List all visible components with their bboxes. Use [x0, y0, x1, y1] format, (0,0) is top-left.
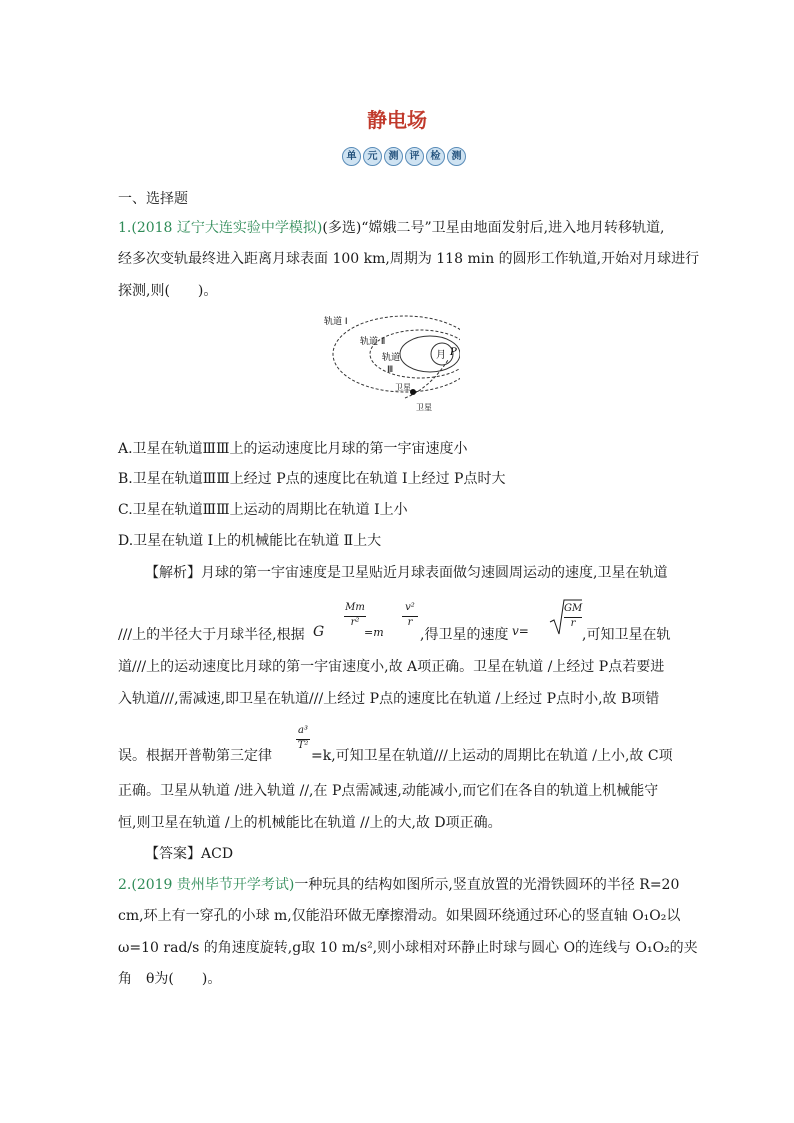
satellite-label-1: 卫星	[395, 383, 411, 392]
q2-line3: ω=10 rad/s 的角速度旋转,g取 10 m/s²,则小球相对环静止时球与圆心 O的连线与 O₁O₂的夹	[118, 940, 698, 956]
analysis-line2c: ,可知卫星在轨	[582, 627, 671, 643]
badge-char: 检	[426, 147, 445, 166]
orbit3-label: 轨道	[382, 353, 401, 363]
analysis-line5a: 误。根据开普勒第三定律	[118, 748, 272, 764]
badge-char: 单	[342, 147, 361, 166]
badge-char: 评	[405, 147, 424, 166]
sqrt-numerator: GM	[564, 603, 583, 614]
analysis-line5b: =k,可知卫星在轨道///上运动的周期比在轨道 /上小,故 C项	[311, 748, 673, 764]
answer: 【答案】ACD	[145, 846, 234, 862]
q2-line2: cm,环上有一穿孔的小球 m,仅能沿环做无摩擦滑动。如果圆环绕通过环心的竖直轴 O₁O₂以	[118, 908, 681, 924]
analysis-line6: 正确。卫星从轨道 /进入轨道 //,在 P点需减速,动能减小,而它们在各自的轨道上机械能守	[118, 783, 659, 799]
q1-option-b: B.卫星在轨道ⅢⅢ上经过 P点的速度比在轨道 Ⅰ上经过 P点时大	[118, 471, 506, 487]
frac2-denominator: r	[407, 617, 413, 628]
satellite-label-2: 卫星	[416, 403, 432, 412]
frac2-numerator: v²	[405, 602, 415, 613]
q1-source: (2018 辽宁大连实验中学模拟)	[131, 220, 323, 236]
q2-text: 一种玩具的结构如图所示,竖直放置的光滑铁圆环的半径 R=20	[294, 877, 680, 893]
orbit2-label: 轨道 Ⅱ	[360, 337, 386, 347]
orbit3-num: Ⅲ	[387, 365, 394, 375]
analysis-line1: 【解析】月球的第一宇宙速度是卫星贴近月球表面做匀速圆周运动的速度,卫星在轨道	[145, 565, 668, 581]
q1-option-d: D.卫星在轨道 Ⅰ上的机械能比在轨道 Ⅱ上大	[118, 533, 382, 549]
q1-option-c: C.卫星在轨道ⅢⅢ上运动的周期比在轨道 Ⅰ上小	[118, 502, 408, 518]
q1-number: 1.	[118, 220, 132, 236]
sqrt-denominator: r	[570, 618, 576, 629]
frac3-numerator: a³	[298, 725, 308, 736]
q2-line1	[118, 874, 679, 894]
badge-char: 测	[384, 147, 403, 166]
orbit-figure	[320, 308, 460, 420]
q2-line4: 角 θ为( )。	[118, 971, 222, 987]
q2-source: (2019 贵州毕节开学考试)	[131, 877, 295, 893]
frac1-denominator: r²	[350, 617, 360, 628]
q1-line2: 经多次变轨最终进入距离月球表面 100 km,周期为 118 min 的圆形工作轨道,开始对月球进行	[118, 251, 700, 267]
formula-v: v=	[512, 624, 529, 638]
point-p-label: P	[450, 347, 457, 358]
formula-g: G	[313, 624, 325, 640]
section-heading: 一、选择题	[118, 191, 188, 207]
q1-option-a: A.卫星在轨道ⅢⅢ上的运动速度比月球的第一宇宙速度小	[118, 441, 468, 457]
frac1-numerator: Mm	[345, 602, 365, 613]
formula-eq-m: =m	[364, 626, 384, 639]
q1-line1	[118, 217, 665, 237]
frac3-denominator: T²	[297, 740, 309, 751]
badge-char: 元	[363, 147, 382, 166]
orbit1-label: 轨道 Ⅰ	[324, 317, 348, 327]
page-title: 静电场	[367, 108, 427, 132]
q1-line3: 探测,则( )。	[118, 283, 218, 299]
unit-test-badge	[342, 147, 468, 166]
analysis-line3: 道///上的运动速度比月球的第一宇宙速度小,故 A项正确。卫星在轨道 /上经过 P点若要进	[118, 659, 665, 675]
q2-number: 2.	[118, 877, 132, 893]
analysis-line7: 恒,则卫星在轨道 /上的机械能比在轨道 //上的大,故 D项正确。	[118, 815, 502, 831]
q1-text: (多选)“嫦娥二号”卫星由地面发射后,进入地月转移轨道,	[322, 220, 665, 236]
analysis-line4: 入轨道///,需减速,即卫星在轨道///上经过 P点的速度比在轨道 /上经过 P点时小,故 B项错	[118, 691, 660, 707]
badge-char: 测	[447, 147, 466, 166]
analysis-line2b: ,得卫星的速度	[420, 627, 509, 643]
moon-label: 月	[436, 350, 446, 361]
analysis-line2a: ///上的半径大于月球半径,根据	[118, 627, 305, 643]
